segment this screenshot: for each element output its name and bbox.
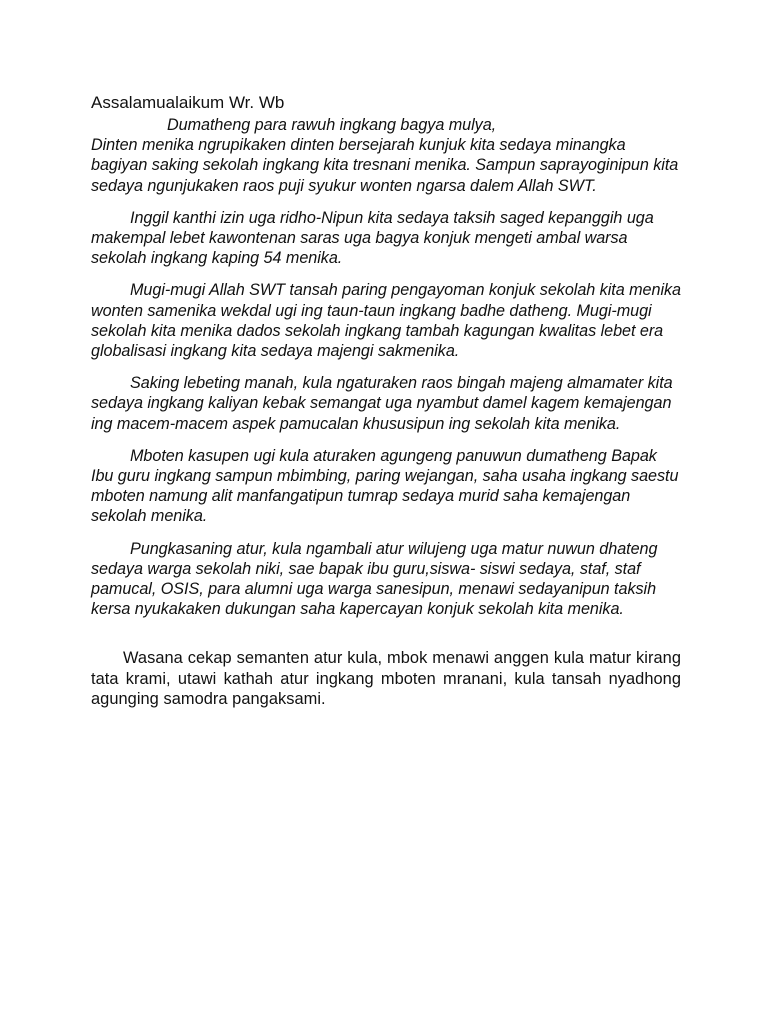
intro-paragraph: Dinten menika ngrupikaken dinten bersejarah kunjuk kita sedaya minangka bagiyan saking sekolah ingkang kita tresnani menika. Sampun saprayoginipun kita sedaya ngunjukaken raos puji syukur wonten ngarsa dalem Allah SWT. bbox=[91, 136, 679, 195]
closing-paragraph: Wasana cekap semanten atur kula, mbok menawi anggen kula matur kirang tata krami, utawi kathah atur ingkang mboten mranani, kula tansah nyadhong agunging samodra pangaksami. bbox=[91, 649, 681, 709]
greeting: Assalamualaikum Wr. Wb bbox=[91, 93, 285, 112]
paragraph-2: Mugi-mugi Allah SWT tansah paring pengayoman konjuk sekolah kita menika wonten samenika wekdal ugi ing taun-taun ingkang badhe datheng. Mugi-mugi sekolah kita menika dados sekolah ingkang tambah kagungan kwalitas lebet era globalisasi ingkang kita sedaya majengi sakmenika. bbox=[91, 281, 682, 361]
paragraph-1: Inggil kanthi izin uga ridho-Nipun kita sedaya taksih saged kepanggih uga makempal lebet kawontenan saras uga bagya konjuk mengeti ambal warsa sekolah ingkang kaping 54 menika. bbox=[91, 208, 654, 268]
italic-body bbox=[91, 115, 681, 619]
paragraph-3: Saking lebeting manah, kula ngaturaken raos bingah majeng almamater kita sedaya ingkang kaliyan kebak semangat uga nyambut damel kagem kemajengan ing macem-macem aspek pamucalan khususipun ing sekolah kita menika. bbox=[91, 374, 673, 433]
speech-document bbox=[91, 92, 681, 710]
paragraph-4: Mboten kasupen ugi kula aturaken agungeng panuwun dumatheng Bapak Ibu guru ingkang sampun mbimbing, paring wejangan, saha usaha ingkang saestu mboten namung alit manfangatipun tumrap sedaya murid saha kemajengan sekolah menika. bbox=[91, 446, 679, 526]
salutation: Dumatheng para rawuh ingkang bagya mulya, bbox=[167, 116, 497, 134]
paragraph-5: Pungkasaning atur, kula ngambali atur wilujeng uga matur nuwun dhateng sedaya warga sekolah niki, sae bapak ibu guru,siswa- siswi sedaya, staf, staf pamucal, OSIS, para alumni uga warga sanesipun, menawi sedayanipun taksih kersa nyukakaken dukungan saha kapercayan konjuk sekolah kita menika. bbox=[91, 539, 658, 619]
